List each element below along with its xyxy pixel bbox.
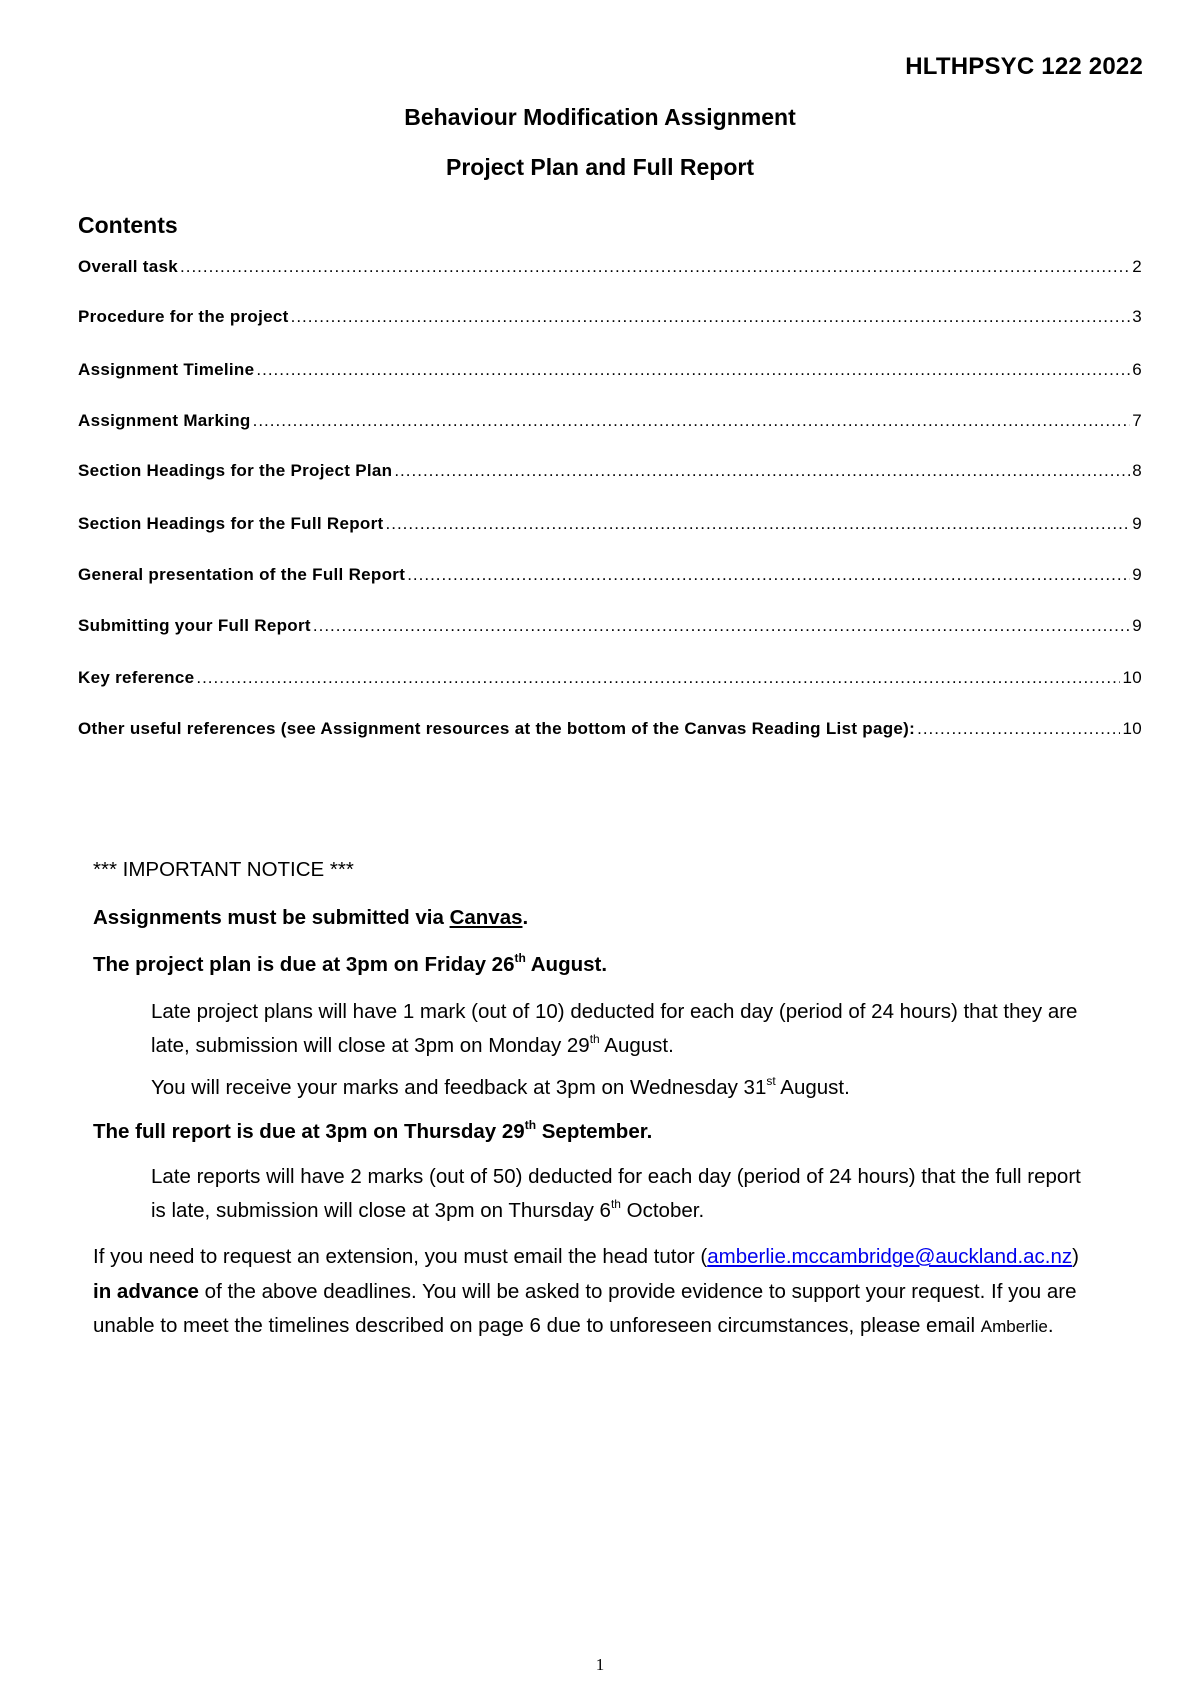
contents-heading: Contents xyxy=(78,212,178,238)
tutor-name: Amberlie xyxy=(980,1317,1048,1336)
plan-due-date xyxy=(93,953,607,977)
report-due-ordinal: th xyxy=(524,1118,537,1133)
plan-due-ordinal: th xyxy=(514,951,526,966)
report-due-month: September. xyxy=(536,1120,653,1143)
plan-late-ordinal: th xyxy=(589,1032,600,1047)
toc-entry-label: Submitting your Full Report xyxy=(78,616,311,635)
toc-entry-submitting[interactable] xyxy=(78,616,1142,668)
submission-notice xyxy=(93,906,528,930)
toc-dot-leader xyxy=(386,514,1131,534)
extension-policy xyxy=(93,1240,1093,1345)
page-number: 1 xyxy=(595,1655,605,1674)
toc-entry-label: Other useful references (see Assignment resources at the bottom of the Canvas Reading List page): xyxy=(78,719,916,738)
plan-feedback-text: You will receive your marks and feedback at 3pm on Wednesday 31 xyxy=(151,1076,767,1099)
report-late-policy xyxy=(151,1160,1091,1228)
toc-dot-leader xyxy=(253,411,1131,431)
toc-dot-leader xyxy=(407,565,1130,585)
toc-page-number: 10 xyxy=(1122,668,1142,687)
submission-end: . xyxy=(522,906,529,929)
toc-entry-label: Procedure for the project xyxy=(78,307,289,326)
toc-entry-label: Assignment Marking xyxy=(78,411,251,430)
plan-late-policy xyxy=(151,995,1091,1063)
toc-entry-label: Section Headings for the Project Plan xyxy=(78,461,393,480)
toc-dot-leader xyxy=(180,257,1130,277)
toc-entry-label: Section Headings for the Full Report xyxy=(78,514,384,533)
submission-text: Assignments must be submitted via xyxy=(93,906,450,929)
report-late-text: Late reports will have 2 marks (out of 50) deducted for each day (period of 24 hours) that the full report is late, submission will close at 3pm on Thursday 6 xyxy=(151,1165,1081,1222)
extension-end: . xyxy=(1047,1314,1054,1337)
toc-entry-label: Assignment Timeline xyxy=(78,360,255,379)
document-title: Behaviour Modification Assignment xyxy=(404,104,796,130)
toc-entry-other-references[interactable] xyxy=(78,719,1142,770)
document-subtitle: Project Plan and Full Report xyxy=(446,154,754,180)
plan-feedback-date xyxy=(151,1076,850,1100)
extension-text-2: ) xyxy=(1072,1245,1079,1268)
notice-heading: *** IMPORTANT NOTICE *** xyxy=(93,858,354,881)
toc-entry-presentation[interactable] xyxy=(78,565,1142,616)
canvas-link[interactable]: Canvas xyxy=(449,906,523,929)
toc-dot-leader xyxy=(313,616,1130,636)
plan-due-text: The project plan is due at 3pm on Friday 26 xyxy=(93,953,515,976)
toc-entry-overall-task[interactable] xyxy=(78,257,1142,307)
toc-entry-label: Key reference xyxy=(78,668,195,687)
plan-late-text: Late project plans will have 1 mark (out of 10) deducted for each day (period of 24 hours) that they are late, submission will close at 3pm on Monday 29 xyxy=(151,1000,1078,1057)
toc-dot-leader xyxy=(196,668,1120,688)
extension-text-3: of the above deadlines. You will be asked to provide evidence to support your request. If you are unable to meet the timelines described on page 6 due to unforeseen circumstances, please email xyxy=(93,1279,1077,1337)
toc-entry-key-reference[interactable] xyxy=(78,668,1142,719)
report-late-ordinal: th xyxy=(610,1197,621,1212)
toc-entry-plan-headings[interactable] xyxy=(78,461,1142,514)
course-code: HLTHPSYC 122 2022 xyxy=(905,53,1143,80)
plan-due-month: August. xyxy=(525,953,608,976)
toc-entry-label: General presentation of the Full Report xyxy=(78,565,406,584)
toc-dot-leader xyxy=(917,719,1120,739)
extension-emphasis: in advance xyxy=(93,1279,199,1303)
toc-entry-report-headings[interactable] xyxy=(78,514,1142,565)
toc-entry-timeline[interactable] xyxy=(78,360,1142,411)
toc-page-number: 9 xyxy=(1132,565,1142,584)
toc-page-number: 7 xyxy=(1132,411,1142,430)
table-of-contents xyxy=(78,257,1142,770)
plan-feedback-month: August. xyxy=(775,1076,850,1099)
plan-late-month: August. xyxy=(599,1034,674,1057)
toc-entry-marking[interactable] xyxy=(78,411,1142,461)
toc-page-number: 8 xyxy=(1132,461,1142,480)
toc-page-number: 9 xyxy=(1132,616,1142,635)
toc-dot-leader xyxy=(256,360,1130,380)
report-late-month: October. xyxy=(620,1199,705,1222)
report-due-date xyxy=(93,1120,652,1144)
toc-page-number: 10 xyxy=(1122,719,1142,738)
toc-entry-label: Overall task xyxy=(78,257,178,276)
toc-page-number: 3 xyxy=(1132,307,1142,326)
tutor-email-link[interactable]: amberlie.mccambridge@auckland.ac.nz xyxy=(707,1245,1073,1268)
toc-page-number: 2 xyxy=(1132,257,1142,276)
extension-text: If you need to request an extension, you must email the head tutor ( xyxy=(93,1245,708,1268)
toc-dot-leader xyxy=(291,307,1131,327)
plan-feedback-ordinal: st xyxy=(766,1074,776,1089)
toc-dot-leader xyxy=(394,461,1130,481)
toc-entry-procedure[interactable] xyxy=(78,307,1142,360)
report-due-text: The full report is due at 3pm on Thursday 29 xyxy=(93,1120,525,1143)
toc-page-number: 9 xyxy=(1132,514,1142,533)
toc-page-number: 6 xyxy=(1132,360,1142,379)
